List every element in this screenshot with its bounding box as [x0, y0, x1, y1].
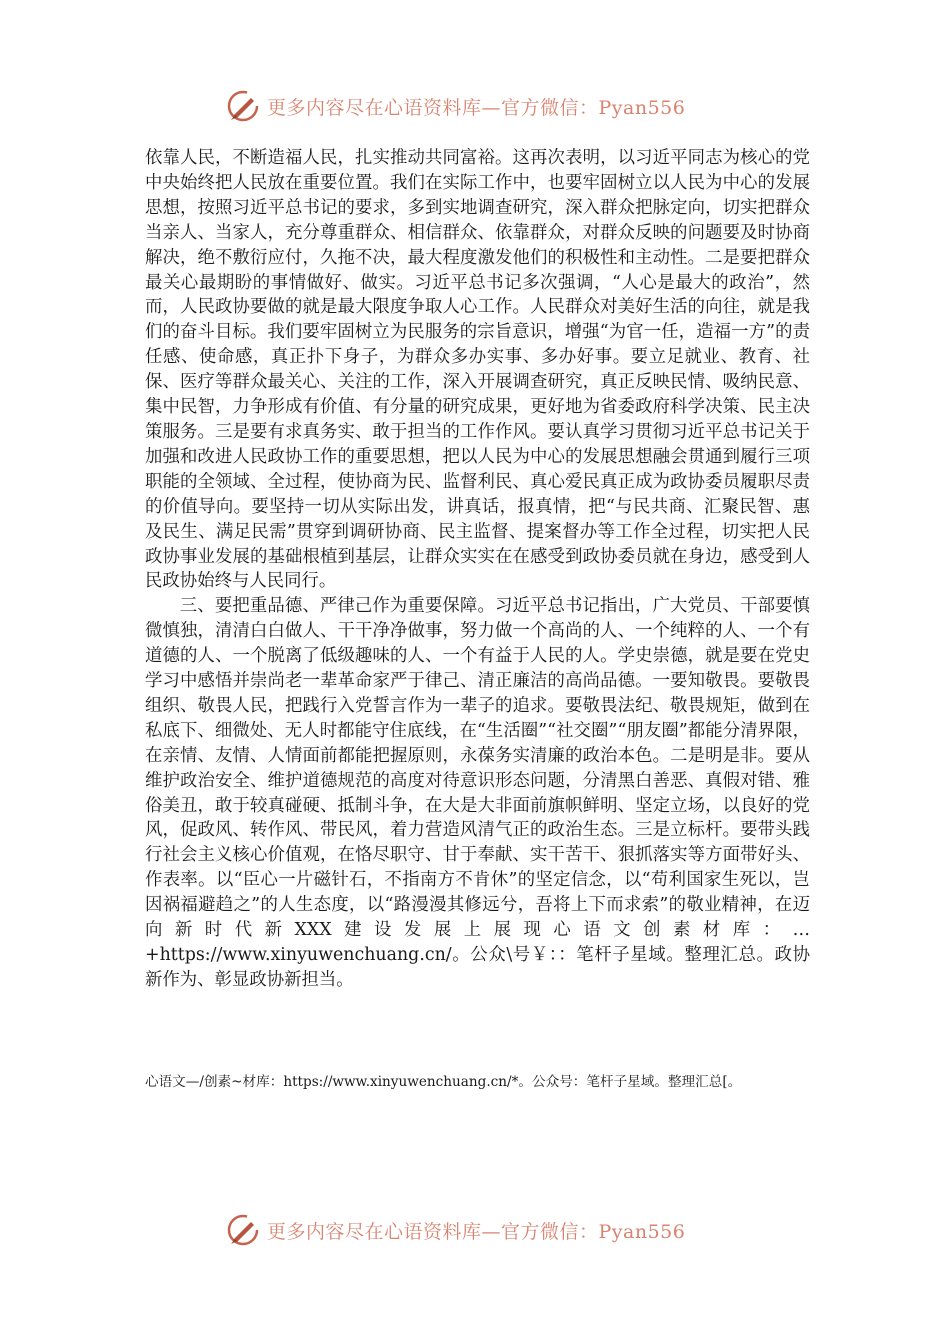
paragraph-1: 依靠人民，不断造福人民，扎实推动共同富裕。这再次表明，以习近平同志为核心的党中央始终把人民放在重要位置。我们在实际工作中，也要牢固树立以人民为中心的发展思想，按照习近平总书记的要求，多到实地调查研究，深入群众把脉定向，切实把群众当亲人、当家人，充分尊重群众、相信群众、依靠群众，对群众反映的问题要及时协商解决，绝不敷衍应付，久拖不决，最大程度激发他们的积极性和主动性。二是要把群众最关心最期盼的事情做好、做实。习近平总书记多次强调，“人心是最大的政治”，然而，人民政协要做的就是最大限度争取人心工作。人民群众对美好生活的向往，就是我们的奋斗目标。我们要牢固树立为民服务的宗旨意识，增强“为官一任，造福一方”的责任感、使命感，真正扑下身子，为群众多办实事、多办好事。要立足就业、教育、社保、医疗等群众最关心、关注的工作，深入开展调查研究，真正反映民情、吸纳民意、集中民智，力争形成有价值、有分量的研究成果，更好地为省委政府科学决策、民主决策服务。三是要有求真务实、敢于担当的工作作风。要认真学习贯彻习近平总书记关于加强和改进人民政协工作的重要思想，把以人民为中心的发展思想融会贯通到履行三项职能的全领域、全过程，使协商为民、监督利民、真心爱民真正成为政协委员履职尽责的价值导向。要坚持一切从实际出发，讲真话，报真情，把“与民共商、汇聚民智、惠及民生、满足民需”贯穿到调研协商、民主监督、提案督办等工作全过程，切实把人民政协事业发展的基础根植到基层，让群众实实在在感受到政协委员就在身边，感受到人民政协始终与人民同行。 — [145, 148, 810, 592]
document-body — [145, 146, 810, 993]
header-banner — [225, 86, 725, 126]
brush-circle-logo-icon — [225, 1212, 261, 1248]
footer-banner — [225, 1210, 725, 1250]
source-footnote: 心语文—/创素~材库：https://www.xinyuwenchuang.cn/*。公众号：笔杆子星域。整理汇总[。 — [145, 1074, 742, 1090]
brush-circle-logo-icon — [225, 88, 261, 124]
footer-banner-text: 更多内容尽在心语资料库—官方微信：Pyan556 — [267, 1220, 686, 1243]
header-banner-text: 更多内容尽在心语资料库—官方微信：Pyan556 — [267, 96, 686, 119]
paragraph-2: 三、要把重品德、严律己作为重要保障。习近平总书记指出，广大党员、干部要慎微慎独，清清白白做人、干干净净做事，努力做一个高尚的人、一个纯粹的人、一个有道德的人、一个脱离了低级趣味的人、一个有益于人民的人。学史崇德，就是要在党史学习中感悟并崇尚老一辈革命家严于律己、清正廉洁的高尚品德。一要知敬畏。要敬畏组织、敬畏人民，把践行入党誓言作为一辈子的追求。要敬畏法纪、敬畏规矩，做到在私底下、细微处、无人时都能守住底线，在“生活圈”“社交圈”“朋友圈”都能分清界限，在亲情、友情、人情面前都能把握原则，永葆务实清廉的政治本色。二是明是非。要从维护政治安全、维护道德规范的高度对待意识形态问题，分清黑白善恶、真假对错、雅俗美丑，敢于较真碰硬、抵制斗争，在大是大非面前旗帜鲜明、坚定立场，以良好的党风，促政风、转作风、带民风，着力营造风清气正的政治生态。三是立标杆。要带头践行社会主义核心价值观，在恪尽职守、甘于奉献、实干苦干、狠抓落实等方面带好头、作表率。以“臣心一片磁针石，不指南方不肯休”的坚定信念，以“苟利国家生死以，岂因祸福避趋之”的人生态度，以“路漫漫其修远兮，吾将上下而求索”的敬业精神，在迈向新时代新XXX建设发展上展现心语文创素材库：…+https://www.xinyuwenchuang.cn/。公众\号￥：：笔杆子星域。整理汇总。政协新作为、彰显政协新担当。 — [145, 596, 810, 990]
